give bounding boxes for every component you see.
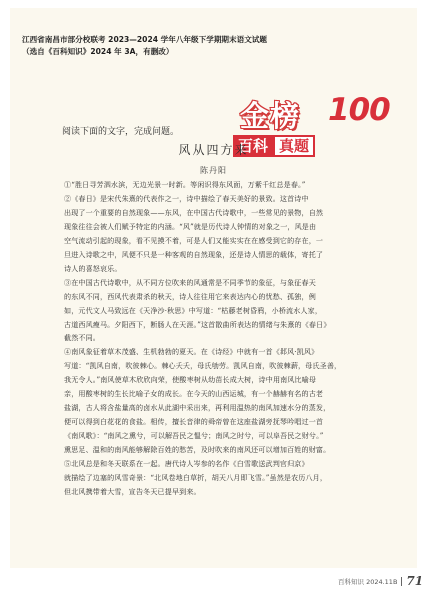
reading-instruction: 阅读下面的文字，完成问题。	[62, 127, 180, 137]
page-footer	[338, 574, 423, 588]
article-line: 诗人的喜怒哀乐。	[64, 263, 122, 273]
article-line: 便可以得到白花花的食盐。相传，擅长音律的舜帝曾在这座盐湖旁抚琴吟唱过一首	[64, 417, 324, 427]
article-line: 出现了一个重要的自然现象——东风，在中国古代诗歌中，一些常见的景物，自然	[64, 207, 324, 217]
article-line: 截然不同。	[64, 333, 100, 343]
article-line: ②《春日》是宋代朱熹的代表作之一，诗中描绘了春天美好的景致。这首诗中	[64, 193, 309, 203]
article-line: 盐湖，古人将含盐量高的卤水从此湖中采出来，再利用温热的南风加速水分的蒸发，	[64, 403, 331, 413]
article-line: 如，元代文人马致远在《天净沙·秋思》中写道：“枯藤老树昏鸦，小桥流水人家，	[64, 305, 323, 315]
article-title: 风从四方来	[178, 143, 249, 157]
article-line: 古道西风瘦马。夕阳西下，断肠人在天涯。”这首散曲所表达的情绪与朱熹的《春日》	[64, 319, 331, 329]
article-line: ③在中国古代诗歌中，从不同方位吹来的风通常是不同季节的象征，与象征春天	[64, 277, 316, 287]
article-line: 就描绘了边塞的风雪奇景：“北风卷地白草折，胡天八月即飞雪。”虽然是农历八月，	[64, 473, 328, 483]
article-line: 《南风歌》：“南风之熏兮，可以解吾民之愠兮；南风之时兮，可以阜吾民之财兮。”	[64, 431, 324, 441]
article-line: ①“胜日寻芳泗水滨，无边光景一时新。等闲识得东风面，万紫千红总是春。”	[64, 180, 306, 189]
article-body	[64, 178, 386, 499]
article-line: ⑤北风总是和冬天联系在一起。唐代诗人岑参的名作《白雪歌送武判官归京》	[64, 459, 309, 469]
article-line: 亲，用酸枣树的生长比喻子女的成长。在今天的山西运城，有一个赫赫有名的古老	[64, 389, 324, 399]
journal-name: 百科知识 2024.11B	[338, 577, 398, 586]
article-line: 现象往往会被人们赋予特定的内涵。“风”就是历代诗人钟情的对象之一，风是由	[64, 221, 317, 231]
badge-main-text: 金榜	[240, 99, 301, 133]
source-line-2: （选自《百科知识》2024 年 3A，有删改）	[22, 47, 174, 56]
badge-subtitle-b: 真题	[273, 135, 315, 157]
article-line: 的东风不同，西风代表肃杀的秋天，诗人往往用它来表达内心的忧愁、孤独，例	[64, 291, 316, 301]
article-author: 陈丹阳	[200, 166, 227, 175]
badge-number: 100	[328, 92, 390, 128]
source-citation	[22, 34, 352, 58]
source-line-1: 江西省南昌市部分校联考 2023—2024 学年八年级下学期期末语文试题	[22, 35, 267, 44]
article-line: 我无令人。”南风使草木欣欣向荣，使酸枣树从幼苗长成大树，诗中用南风比喻母	[64, 375, 317, 385]
page-number: 71	[406, 574, 424, 588]
article-line: 旦进入诗歌之中，风便不只是一种客观的自然现象，还是诗人情思的载体，寄托了	[64, 249, 324, 259]
article-line: ④南风象征着草木茂盛、生机勃勃的夏天。在《诗经》中就有一首《邶风·凯风》	[64, 347, 319, 357]
article-line: 但北风携带着大雪，宣告冬天已提早到来。	[64, 486, 201, 496]
article-line: 熏思足、温和的南风能够解除百姓的愁苦，及时吹来的南风还可以增加百姓的财富。	[64, 445, 331, 455]
badge-subtitle-a: 百科	[233, 135, 273, 157]
article-line: 空气流动引起的现象，看不见摸不着，可是人们又能实实在在感受到它的存在，一	[64, 235, 324, 245]
footer-divider	[401, 577, 402, 586]
article-line: 写道：“凯风自南，吹彼棘心。棘心夭夭，母氏劬劳。凯风自南，吹彼棘薪，母氏圣善，	[64, 361, 342, 371]
